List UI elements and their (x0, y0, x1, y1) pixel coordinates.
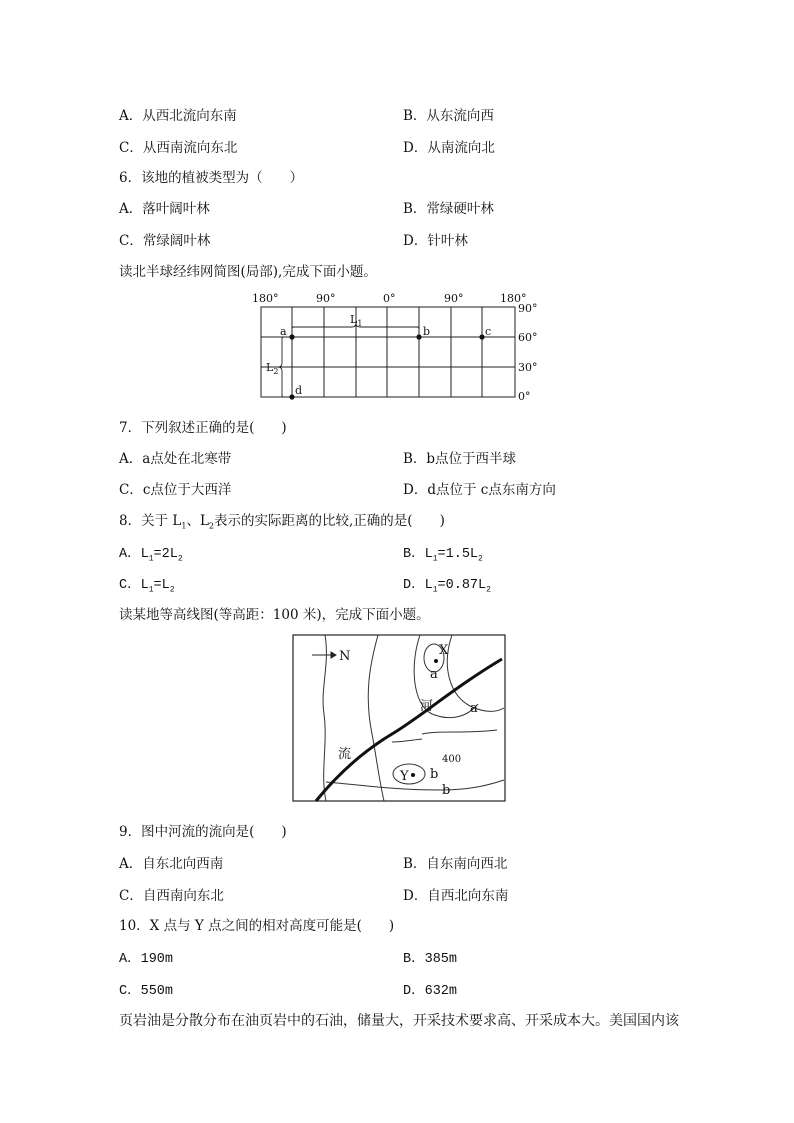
label-b: b (423, 325, 431, 338)
q8-option-d: D．$L_1=0.87L_2$ (403, 578, 491, 595)
q9-option-c: C．自西南向东北 (119, 888, 224, 904)
q7-stem: 7．下列叙述正确的是( ) (119, 420, 287, 436)
q9-option-a: A．自东北向西南 (119, 856, 224, 872)
point-c (479, 334, 484, 339)
q9-option-b: B．自东南向西北 (403, 856, 508, 872)
lat-label: 30° (518, 361, 538, 374)
contour-label-b: b (430, 767, 439, 782)
q8-stem: 8．关于 $L_1$、$L_2$表示的实际距离的比较,正确的是( ) (119, 513, 445, 531)
q10-option-c: C．550m (119, 984, 174, 999)
label-y: Y (400, 769, 409, 784)
q5-option-c: C．从西南流向东北 (119, 140, 238, 156)
q6-stem: 6．该地的植被类型为（ ） (119, 170, 304, 186)
label-d: d (295, 384, 303, 397)
q10-option-b: B．385m (403, 952, 458, 967)
river-label: 河 (420, 699, 434, 714)
q7-option-c: C．c点位于大西洋 (119, 482, 232, 498)
contour-label-b: b (442, 783, 451, 798)
contour-label-a: a (430, 667, 438, 682)
lat-label: 60° (518, 331, 538, 344)
point-d (289, 394, 294, 399)
lat-label: 90° (518, 302, 538, 315)
passage-text: 页岩油是分散分布在油页岩中的石油，储量大，开采技术要求高、开采成本大。美国国内该 (119, 1013, 679, 1029)
q6-option-d: D．针叶林 (403, 233, 468, 249)
lon-label: 90° (444, 292, 464, 305)
lat-label: 0° (518, 390, 531, 403)
q7-option-a: A．a点处在北寒带 (119, 451, 232, 467)
point-a (289, 334, 294, 339)
intro-grid: 读北半球经纬网简图(局部),完成下面小题。 (119, 264, 377, 280)
label-c: c (485, 325, 492, 338)
q10-stem: 10．X 点与 Y 点之间的相对高度可能是( ) (119, 918, 395, 934)
label-l1: $L_1$ (350, 313, 363, 328)
label-l2: $L_2$ (266, 361, 279, 376)
north-label: N (339, 649, 351, 664)
intro-contour: 读某地等高线图(等高距：100 米)，完成下面小题。 (119, 607, 430, 623)
lon-label: 180° (252, 292, 279, 305)
label-x: X (439, 643, 449, 658)
q5-option-a: A．从西北流向东南 (119, 108, 237, 124)
q10-option-d: D．632m (403, 984, 458, 999)
q6-option-a: A．落叶阔叶林 (119, 201, 210, 217)
label-a: a (280, 325, 287, 338)
q5-option-b: B．从东流向西 (403, 108, 494, 124)
q8-option-a: A．$L_1=2L_2$ (119, 547, 183, 564)
q7-option-d: D．d点位于 c点东南方向 (403, 482, 556, 498)
river-label: 流 (338, 747, 352, 762)
q8-option-b: B．$L_1=1.5L_2$ (403, 547, 483, 564)
q9-option-d: D．自西北向东南 (403, 888, 509, 904)
q8-option-c: C．$L_1=L_2$ (119, 578, 175, 595)
q6-option-b: B．常绿硬叶林 (403, 201, 494, 217)
lon-label: 90° (316, 292, 336, 305)
q5-option-d: D．从南流向北 (403, 140, 495, 156)
latlon-grid-figure (248, 289, 548, 405)
lon-label: 180° (500, 292, 527, 305)
q7-option-b: B．b点位于西半球 (403, 451, 517, 467)
contour-map-figure (292, 634, 506, 802)
contour-label-a: a (470, 701, 478, 716)
point-b (416, 334, 421, 339)
q6-option-c: C．常绿阔叶林 (119, 233, 211, 249)
q10-option-a: A．190m (119, 952, 174, 967)
lon-label: 0° (383, 292, 396, 305)
q9-stem: 9．图中河流的流向是( ) (119, 824, 287, 840)
contour-label-400: 400 (442, 754, 462, 765)
